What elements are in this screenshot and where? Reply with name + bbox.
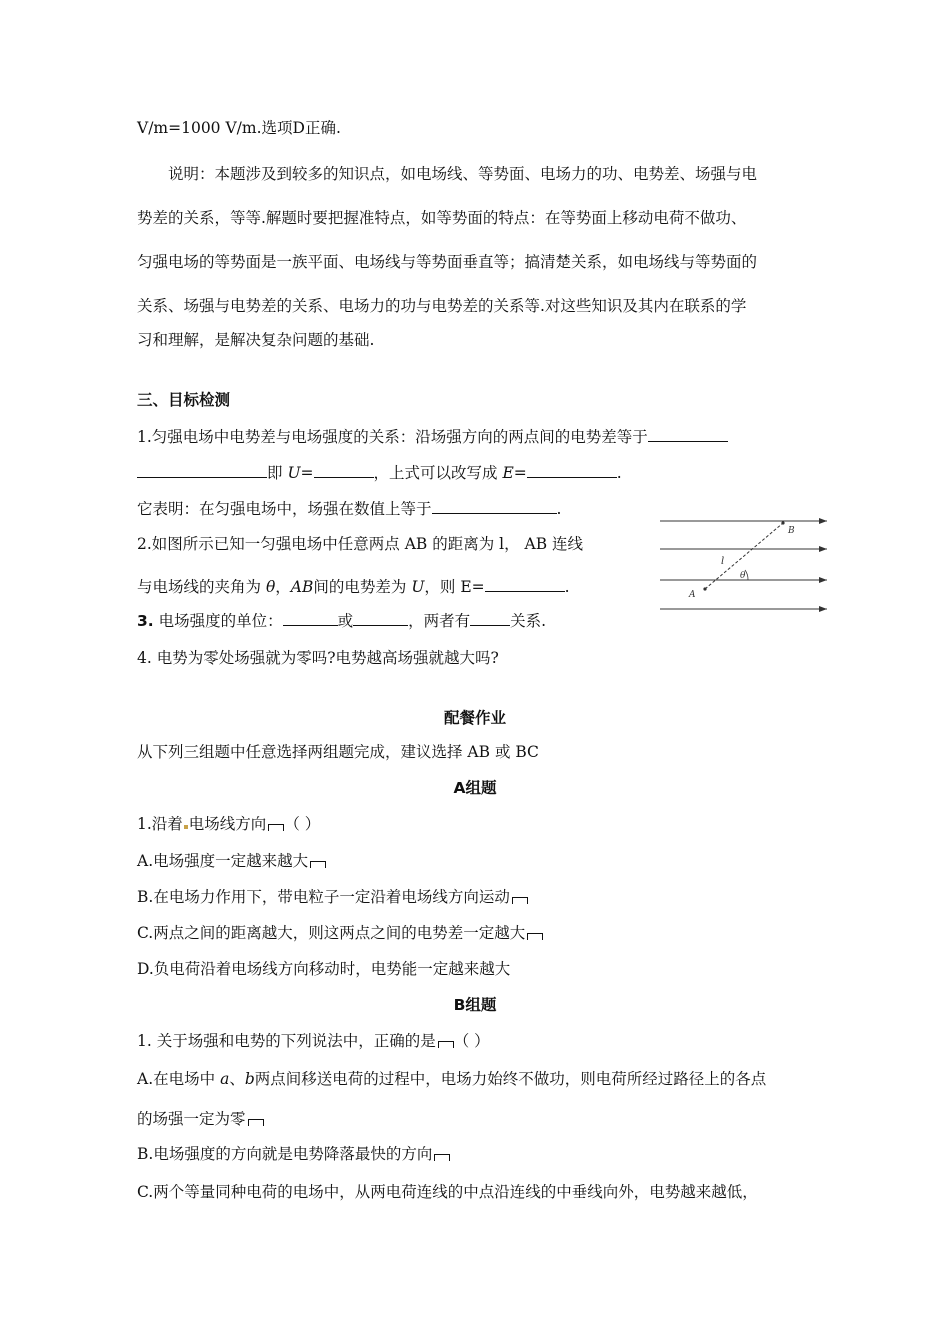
q1-text: 即 <box>267 464 288 482</box>
b-q1 <box>137 1031 490 1051</box>
var-ab: AB <box>290 578 314 596</box>
format-mark <box>248 1119 264 1126</box>
q1-text: . <box>616 464 622 482</box>
option-text: A.电场强度一定越来越大 <box>137 852 309 870</box>
q1-line-2 <box>137 462 622 483</box>
answer-blank[interactable] <box>353 610 408 626</box>
q1-text: = <box>300 464 314 482</box>
option-text: A.在电场中 <box>137 1070 221 1088</box>
a-option-b <box>137 887 528 907</box>
a-option-c <box>137 923 543 943</box>
q3-text: ，两者有 <box>408 612 471 630</box>
q2-text: ， <box>275 578 291 596</box>
a-q1-text: 1.沿着 <box>137 815 183 833</box>
point-b <box>781 521 784 524</box>
format-mark <box>438 1041 454 1048</box>
group-a-heading: A组题 <box>453 779 497 797</box>
var-u: U <box>287 464 301 482</box>
b-option-c: C.两个等量同种电荷的电场中，从两电荷连线的中点沿连线的中垂线向外，电势越来越低， <box>137 1183 758 1201</box>
option-text: B.在电场力作用下，带电粒子一定沿着电场线方向运动 <box>137 888 510 906</box>
note-line-4: 关系、场强与电势差的关系、电场力的功与电势差的关系等.对这些知识及其内在联系的学 <box>137 297 747 315</box>
answer-blank[interactable] <box>432 498 557 514</box>
var-theta: θ <box>265 578 276 596</box>
note-line-3: 匀强电场的等势面是一族平面、电场线与等势面垂直等；搞清楚关系，如电场线与等势面的 <box>137 253 758 271</box>
q2-text: ，则 E= <box>424 578 485 596</box>
a-option-a <box>137 851 326 871</box>
label-a: A <box>689 590 696 600</box>
option-text: B.电场强度的方向就是电势降落最快的方向 <box>137 1145 433 1163</box>
option-text: 、 <box>229 1070 245 1088</box>
q2-text: 间的电势差为 <box>313 578 412 596</box>
format-mark <box>434 1154 450 1161</box>
q1-line-1 <box>137 426 728 447</box>
answer-blank[interactable] <box>137 462 267 478</box>
group-b-heading: B组题 <box>453 996 497 1014</box>
answer-blank[interactable] <box>485 576 565 592</box>
b-option-b <box>137 1144 450 1164</box>
q3-number: 3. <box>137 612 154 630</box>
a-q1-bracket: （ ） <box>284 815 321 833</box>
format-mark <box>310 861 326 868</box>
label-theta: θ <box>740 571 746 581</box>
label-l: l <box>721 556 725 567</box>
format-mark <box>184 825 188 829</box>
b-q1-text: 1. 关于场强和电势的下列说法中，正确的是 <box>137 1032 436 1050</box>
q2-line-1: 2.如图所示已知一匀强电场中任意两点 AB 的距离为 l， AB 连线 <box>137 535 584 553</box>
q2-line-2 <box>137 576 570 597</box>
answer-blank[interactable] <box>314 462 374 478</box>
option-text: C.两点之间的距离越大，则这两点之间的电势差一定越大 <box>137 924 526 942</box>
q3-line <box>137 610 546 631</box>
b-option-a-line-1 <box>137 1069 766 1089</box>
a-q1 <box>137 814 320 834</box>
format-mark <box>527 933 543 940</box>
a-option-d: D.负电荷沿着电场线方向移动时，电势能一定越来越大 <box>137 960 511 978</box>
q1-text: . <box>556 500 562 518</box>
answer-blank[interactable] <box>527 462 617 478</box>
format-mark <box>512 897 528 904</box>
answer-blank[interactable] <box>470 610 510 626</box>
section-heading: 三、目标检测 <box>137 391 231 409</box>
var-a: a <box>220 1070 230 1088</box>
point-a <box>703 587 706 590</box>
b-option-a-line-2 <box>137 1109 264 1129</box>
answer-blank[interactable] <box>283 610 338 626</box>
label-b: B <box>788 526 795 536</box>
var-u: U <box>411 578 425 596</box>
note-line-5: 习和理解，是解决复杂问题的基础. <box>137 331 375 349</box>
q2-text: . <box>564 578 570 596</box>
angle-arc <box>745 570 748 580</box>
homework-heading: 配餐作业 <box>443 709 506 727</box>
q1-text: 它表明：在匀强电场中，场强在数值上等于 <box>137 500 432 518</box>
note-line-1: 说明：本题涉及到较多的知识点，如电场线、等势面、电场力的功、电势差、场强与电 <box>168 165 758 183</box>
q2-text: 与电场线的夹角为 <box>137 578 266 596</box>
homework-intro: 从下列三组题中任意选择两组题完成，建议选择 AB 或 BC <box>137 743 539 761</box>
answer-blank[interactable] <box>648 426 728 442</box>
var-b: b <box>244 1070 255 1088</box>
option-text: 两点间移送电荷的过程中，电场力始终不做功，则电荷所经过路径上的各点 <box>254 1070 767 1088</box>
a-q1-text: 电场线方向 <box>188 815 267 833</box>
q1-text: ，上式可以改写成 <box>373 464 503 482</box>
q1-text-a: 1.匀强电场中电势差与电场强度的关系：沿场强方向的两点间的电势差等于 <box>137 428 648 446</box>
var-e: E <box>502 464 514 482</box>
answer-continuation: V/m=1000 V/m.选项D正确. <box>137 119 341 137</box>
q3-text: 电场强度的单位： <box>153 612 283 630</box>
q3-text: 或 <box>337 612 354 630</box>
electric-field-diagram <box>655 508 835 623</box>
q4-line: 4. 电势为零处场强就为零吗?电势越高场强就越大吗? <box>137 649 499 667</box>
q3-text: 关系. <box>510 612 547 630</box>
b-q1-bracket: （ ） <box>453 1032 490 1050</box>
format-mark <box>268 824 284 831</box>
q1-line-3 <box>137 498 561 519</box>
note-line-2: 势差的关系，等等.解题时要把握准特点，如等势面的特点：在等势面上移动电荷不做功、 <box>137 209 747 227</box>
q1-text: = <box>513 464 527 482</box>
option-text: 的场强一定为零 <box>137 1110 246 1128</box>
